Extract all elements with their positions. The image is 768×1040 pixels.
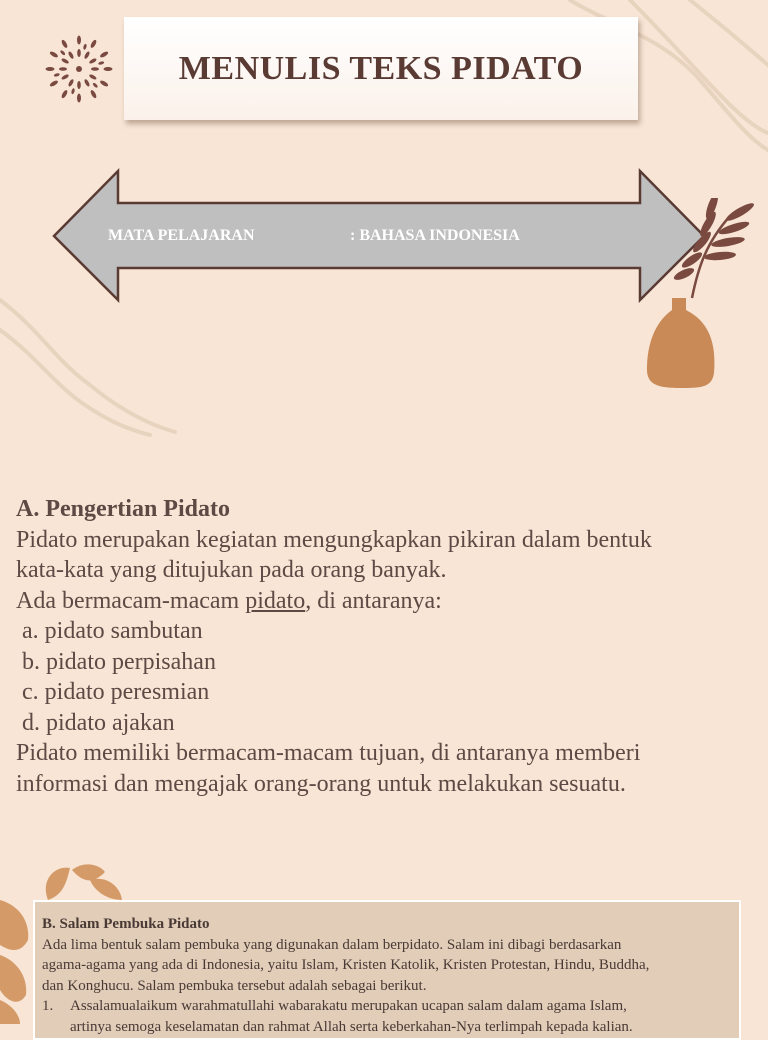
deco-line [0, 330, 150, 435]
numbered-item [42, 996, 731, 1037]
paragraph: Ada lima bentuk salam pembuka yang digunakan dalam berpidato. Salam ini dibagi berdasarkan [42, 936, 622, 953]
vase-plant-icon [640, 198, 760, 393]
paragraph: Assalamualaikum warahmatullahi wabarakatu merupakan ucapan salam dalam agama Islam, [70, 998, 627, 1014]
list-item: d. pidato ajakan [22, 709, 175, 736]
paragraph: agama-agama yang ada di Indonesia, yaitu Islam, Kristen Katolik, Kristen Protestan, Hindu, Buddha, [42, 957, 650, 973]
paragraph: artinya semoga keselamatan dan rahmat Allah serta keberkahan-Nya terlimpah kepada kalian. [70, 1018, 633, 1035]
subject-value: : BAHASA INDONESIA [350, 227, 520, 244]
deco-line [630, 0, 768, 133]
text-span: , di antaranya: [305, 587, 442, 614]
title-box [124, 17, 638, 120]
paragraph: kata-kata yang ditujukan pada orang banyak. [16, 557, 447, 583]
section-b-box [33, 900, 741, 1040]
paragraph: informasi dan mengajak orang-orang untuk melakukan sesuatu. [16, 770, 626, 797]
item-number: 1. [42, 998, 54, 1014]
list-item: b. pidato perpisahan [22, 648, 216, 675]
section-a [16, 494, 756, 799]
page-title: MENULIS TEKS PIDATO [178, 49, 584, 87]
pidato-link[interactable]: pidato [245, 587, 306, 614]
paragraph: Pidato merupakan kegiatan mengungkapkan pikiran dalam bentuk [16, 526, 652, 553]
paragraph [16, 586, 756, 617]
text-span: Ada bermacam-macam [16, 587, 246, 614]
deco-line [690, 0, 768, 65]
list-item: a. pidato sambutan [22, 618, 203, 644]
paragraph: dan Konghucu. Salam pembuka tersebut adalah sebagai berikut. [42, 977, 427, 994]
subject-label: MATA PELAJARAN [108, 227, 255, 244]
section-a-heading: A. Pengertian Pidato [16, 496, 230, 522]
list-item: c. pidato peresmian [22, 679, 210, 705]
item-text [70, 996, 633, 1037]
starburst-icon [38, 30, 120, 108]
deco-line [0, 300, 175, 432]
section-b-heading: B. Salam Pembuka Pidato [42, 916, 210, 932]
paragraph: Pidato memiliki bermacam-macam tujuan, di antaranya memberi [16, 740, 641, 766]
